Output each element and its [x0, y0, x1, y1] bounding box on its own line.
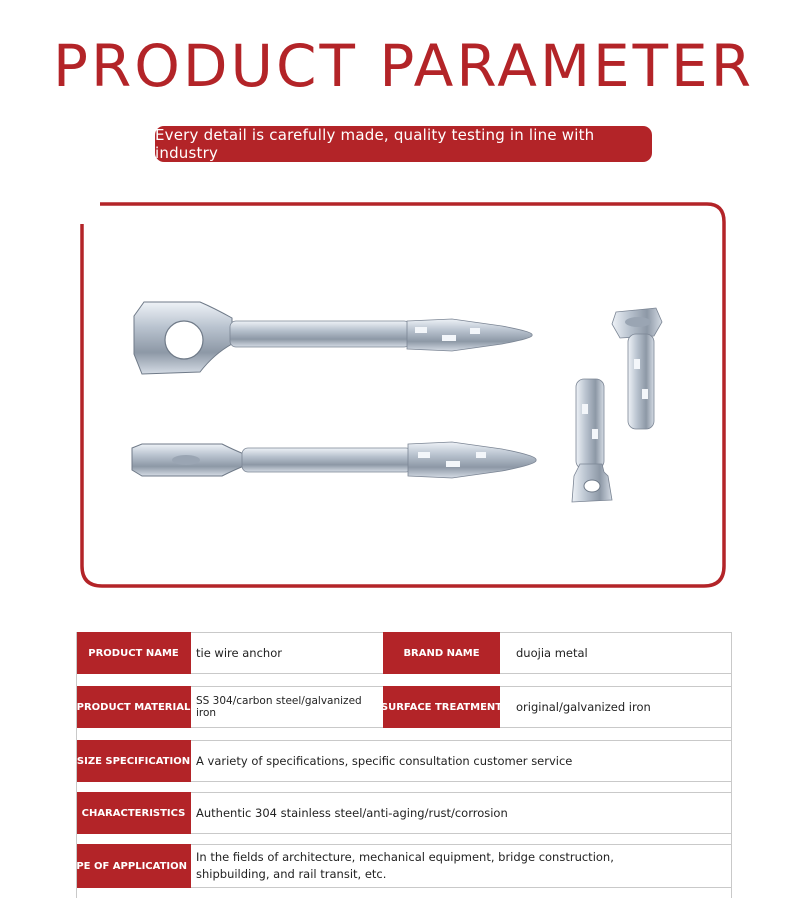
scope-line-2: shipbuilding, and rail transit, etc. [196, 867, 387, 881]
table-right-edge [731, 632, 732, 898]
brand-name-value: duojia metal [500, 632, 732, 674]
anchor-vertical-bottom-eye-icon [572, 379, 612, 502]
table-row [76, 792, 732, 842]
size-specification-label: SIZE SPECIFICATION [76, 740, 191, 782]
scope-line-1: In the fields of architecture, mechanical equipment, bridge construction, [196, 850, 614, 864]
table-row [76, 632, 732, 684]
scope-of-application-label: SCOPE OF APPLICATION [76, 844, 191, 888]
anchor-vertical-top-eye-icon [612, 308, 662, 429]
anchor-large-eye-icon [134, 302, 532, 374]
anchor-flat-eye-icon [132, 442, 536, 478]
brand-name-label: BRAND NAME [383, 632, 500, 674]
product-photo [82, 204, 722, 584]
table-left-edge [76, 632, 77, 898]
product-name-value: tie wire anchor [191, 632, 383, 674]
table-row [76, 686, 732, 738]
surface-treatment-value: original/galvanized iron [500, 686, 732, 728]
product-image-frame [82, 204, 722, 584]
characteristics-label: CHARACTERISTICS [76, 792, 191, 834]
subtitle-text: Every detail is carefully made, quality testing in line with industry [155, 126, 595, 162]
table-row [53, 844, 732, 898]
product-material-value: SS 304/carbon steel/galvanized iron [191, 686, 383, 728]
product-name-label: PRODUCT NAME [76, 632, 191, 674]
parameter-table [53, 632, 732, 898]
characteristics-value: Authentic 304 stainless steel/anti-aging/rust/corrosion [191, 792, 732, 834]
table-row [76, 740, 732, 790]
size-specification-value: A variety of specifications, specific consultation customer service [191, 740, 732, 782]
scope-of-application-value [191, 844, 732, 888]
subtitle-banner [155, 126, 652, 162]
product-material-label: PRODUCT MATERIAL [76, 686, 191, 728]
page-title: PRODUCT PARAMETER [52, 32, 755, 100]
surface-treatment-label: SURFACE TREATMENT [383, 686, 500, 728]
